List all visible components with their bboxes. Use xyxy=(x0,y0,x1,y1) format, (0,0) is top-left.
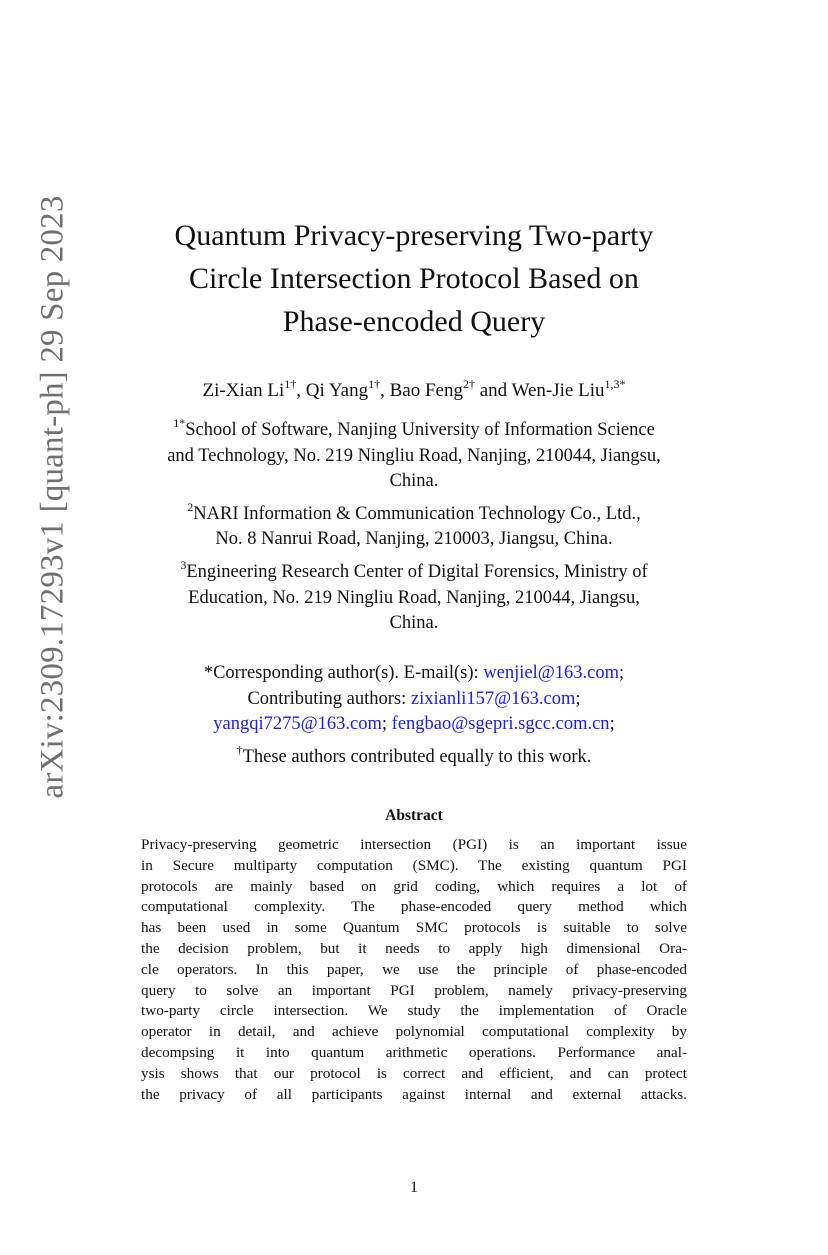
affiliation-1-line xyxy=(106,411,722,444)
abstract-line: query to solve an important PGI problem, namely privacy-preserving xyxy=(141,981,687,999)
abstract-line: protocols are mainly based on grid coding, which requires a lot of xyxy=(141,877,687,895)
contributing-label: Contributing authors: xyxy=(247,688,411,709)
affiliation-superscript: 2 xyxy=(187,499,194,514)
page-number: 1 xyxy=(410,1179,418,1196)
affiliation-superscript: 1* xyxy=(173,416,186,430)
abstract-line: two-party circle intersection. We study the implementation of Oracle xyxy=(141,1002,687,1020)
affiliation-2-line xyxy=(106,495,722,528)
abstract-line: the privacy of all participants against internal and external attacks. xyxy=(141,1085,687,1103)
arxiv-identifier-stamp: arXiv:2309.17293v1 [quant-ph] 29 Sep 2023 xyxy=(34,195,71,799)
author-separator: and xyxy=(474,380,512,401)
affiliation-1-line: and Technology, No. 219 Ningliu Road, Nanjing, 210044, Jiangsu, xyxy=(167,445,661,466)
punctuation: ; xyxy=(609,714,615,735)
affiliation-superscript: 3 xyxy=(180,557,187,572)
email-link[interactable]: yangqi7275@163.com xyxy=(213,714,382,735)
affiliations xyxy=(106,411,722,637)
abstract-line: decompsing it into quantum arithmetic operations. Performance anal- xyxy=(141,1043,687,1061)
equal-contribution-note xyxy=(90,738,738,771)
author-name: Wen-Jie Liu xyxy=(511,380,605,401)
punctuation: ; xyxy=(381,714,392,735)
contributing-authors-line xyxy=(90,687,738,713)
abstract-heading: Abstract xyxy=(385,807,443,824)
corresponding-label: *Corresponding author(s). E-mail(s): xyxy=(203,663,484,683)
punctuation: ; xyxy=(575,688,581,709)
dagger-mark: † xyxy=(236,742,243,757)
affiliation-text: Engineering Research Center of Digital Forensics, Ministry of xyxy=(186,561,648,582)
abstract-line: in Secure multiparty computation (SMC). The existing quantum PGI xyxy=(141,856,687,874)
email-link[interactable]: wenjiel@163.com xyxy=(483,663,620,683)
author-superscript: 1,3* xyxy=(604,377,626,391)
author-superscript: 1† xyxy=(284,377,297,391)
author-list xyxy=(90,371,738,404)
abstract-line: ysis shows that our protocol is correct and efficient, and can protect xyxy=(141,1064,687,1082)
equal-contribution-text: These authors contributed equally to this work. xyxy=(242,746,592,767)
affiliation-1-line: China. xyxy=(389,471,439,492)
correspondence xyxy=(90,661,738,770)
author-separator: , xyxy=(296,380,306,401)
author-superscript: 1† xyxy=(368,377,381,391)
author-superscript: 2† xyxy=(462,377,475,391)
corresponding-author-line xyxy=(90,661,738,687)
paper-title xyxy=(90,214,738,343)
affiliation-2-line: No. 8 Nanrui Road, Nanjing, 210003, Jiangsu, China. xyxy=(215,529,613,550)
affiliation-3-line xyxy=(106,553,722,586)
abstract-line: Privacy-preserving geometric intersection (PGI) is an important issue xyxy=(141,836,687,853)
contributing-emails-line xyxy=(90,712,738,738)
author-name: Zi-Xian Li xyxy=(202,380,285,401)
title-line: Phase-encoded Query xyxy=(282,305,546,338)
abstract-line: computational complexity. The phase-encoded query method which xyxy=(141,898,687,916)
abstract-line: cle operators. In this paper, we use the principle of phase-encoded xyxy=(141,960,687,978)
abstract-line: the decision problem, but it needs to apply high dimensional Ora- xyxy=(141,939,687,957)
affiliation-text: School of Software, Nanjing University of Information Science xyxy=(185,420,655,440)
title-line: Circle Intersection Protocol Based on xyxy=(189,262,639,295)
affiliation-3-line: Education, No. 219 Ningliu Road, Nanjing, 210044, Jiangsu, xyxy=(188,587,640,608)
author-separator: , xyxy=(380,380,390,401)
abstract-line: has been used in some Quantum SMC protocols is suitable to solve xyxy=(141,919,687,937)
affiliation-text: NARI Information & Communication Technology Co., Ltd., xyxy=(193,503,641,524)
email-link[interactable]: zixianli157@163.com xyxy=(410,688,576,709)
affiliation-3-line: China. xyxy=(389,613,439,634)
email-link[interactable]: fengbao@sgepri.sgcc.com.cn xyxy=(391,714,610,735)
author-name: Qi Yang xyxy=(305,380,369,401)
punctuation: ; xyxy=(619,663,625,683)
abstract-line: operator in detail, and achieve polynomial computational complexity by xyxy=(141,1023,687,1041)
title-line: Quantum Privacy-preserving Two-party xyxy=(174,219,654,252)
abstract-body xyxy=(141,835,687,1105)
author-name: Bao Feng xyxy=(389,380,463,401)
